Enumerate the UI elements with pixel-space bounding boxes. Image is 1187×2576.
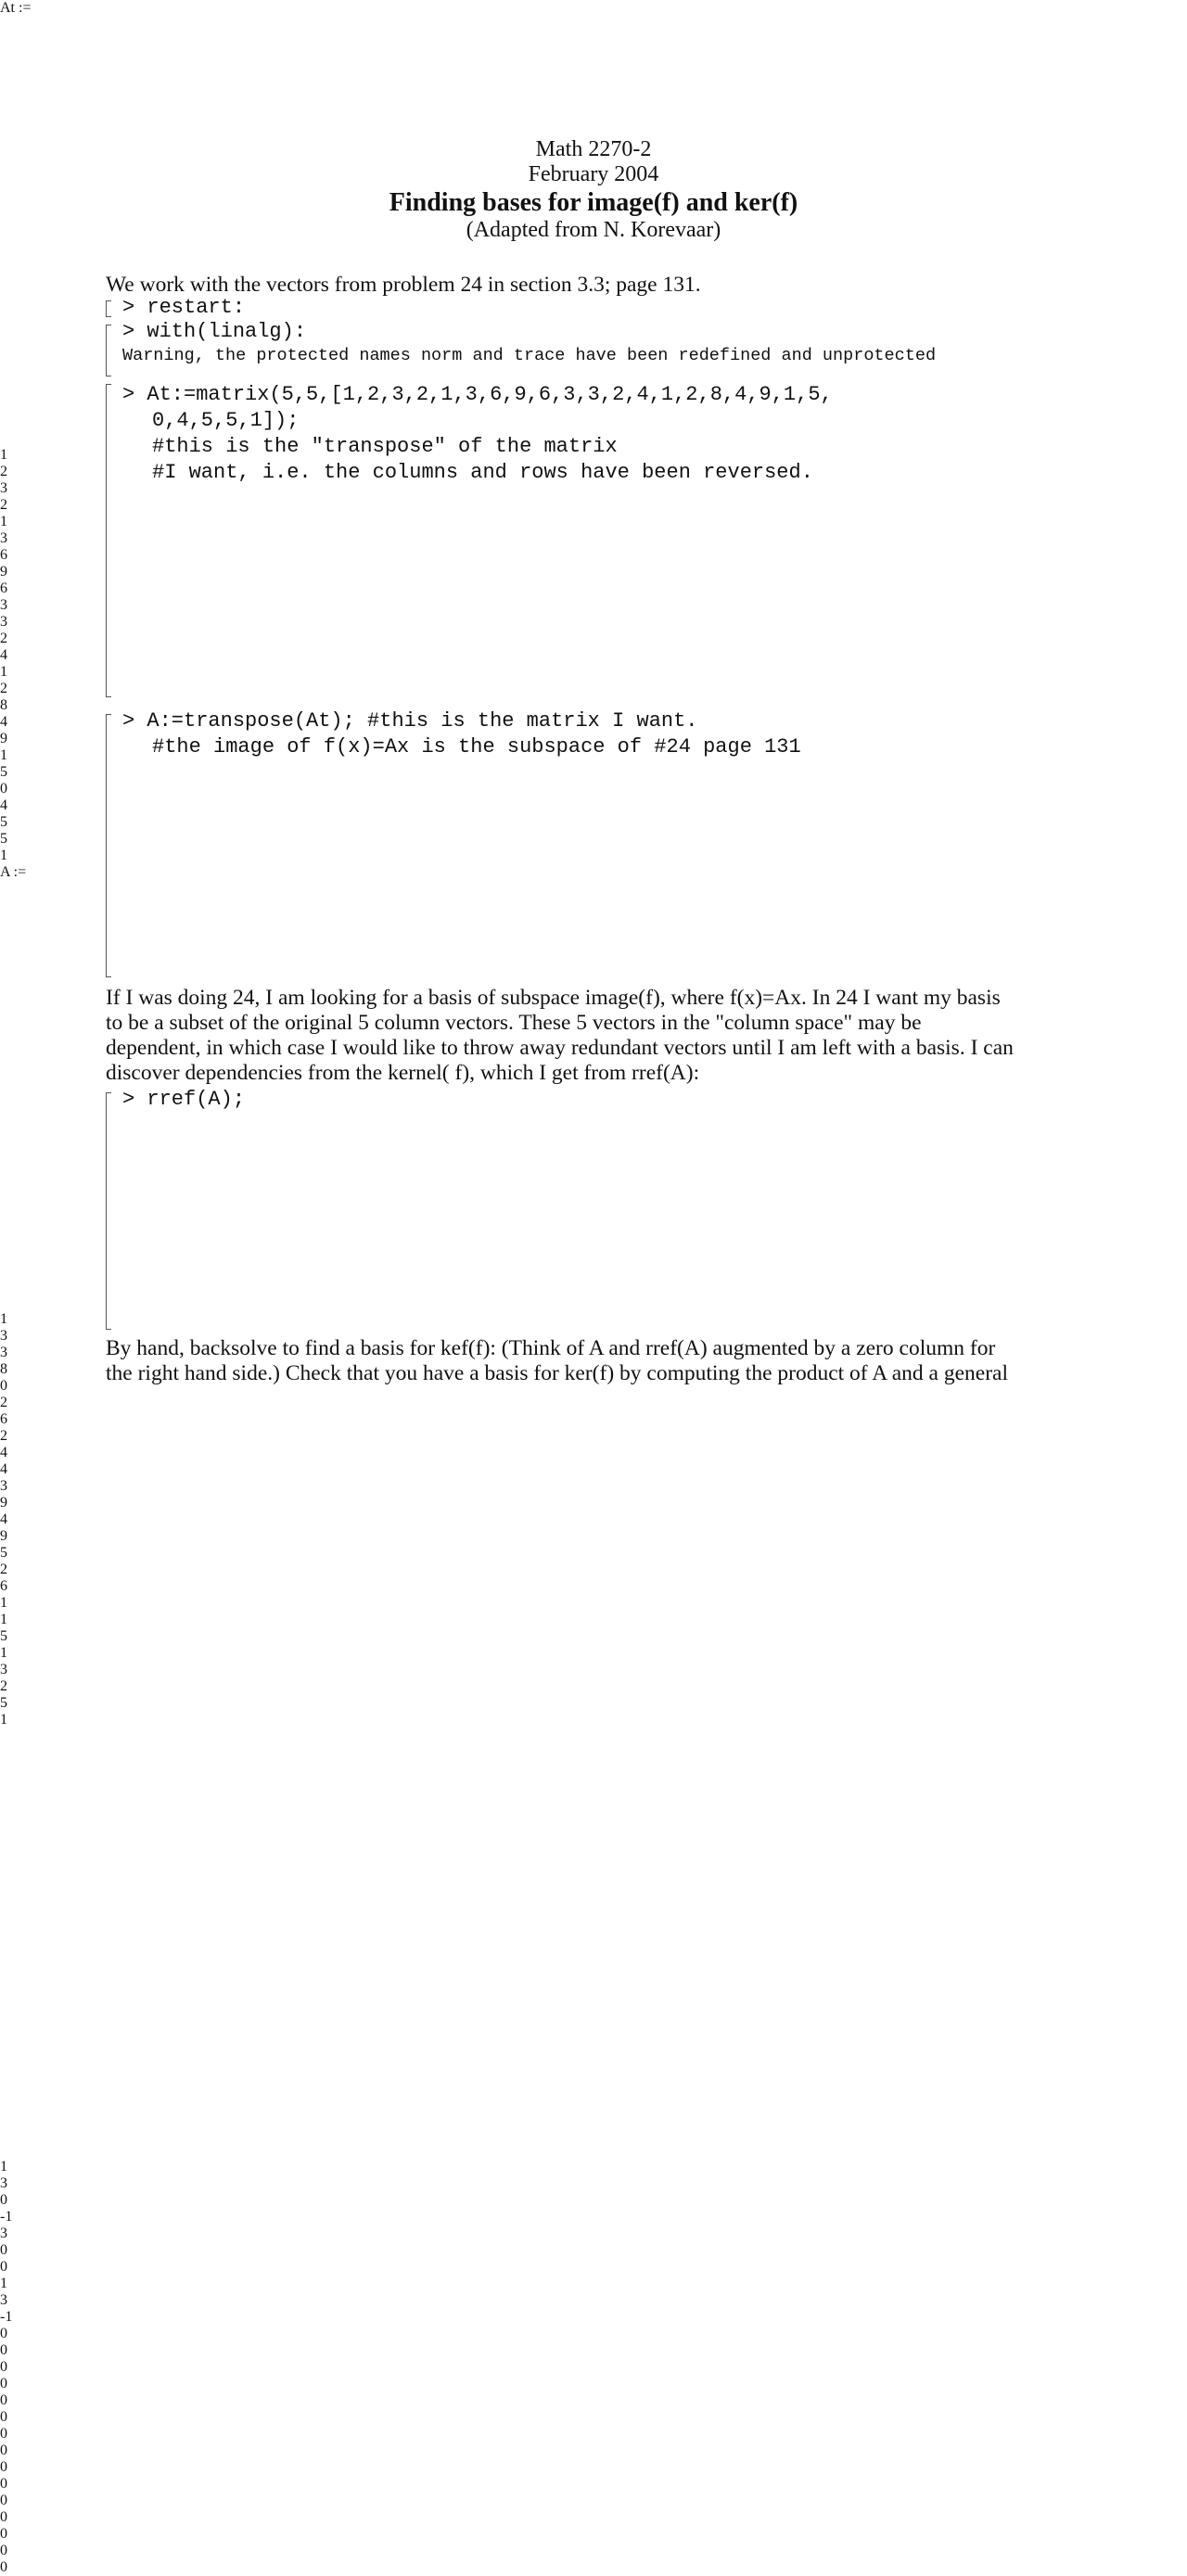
matrix-cell: 3 (0, 480, 7, 496)
matrix-right-bracket (0, 1944, 1187, 2159)
matrix-cell: 0 (0, 2192, 7, 2208)
execution-group-bracket[interactable] (106, 384, 111, 697)
matrix-cell: 4 (0, 1461, 7, 1477)
matrix-cell: 1 (0, 747, 7, 763)
matrix-cell: -1 (0, 2209, 13, 2225)
matrix-cell: 1 (0, 447, 7, 463)
execution-group-bracket[interactable] (106, 325, 111, 376)
paragraph-line: the right hand side.) Check that you have a basis for ker(f) by computing the product of A and a general (106, 1361, 1009, 1385)
matrix-cell: 4 (0, 714, 7, 730)
paragraph-line: dependent, in which case I would like to throw away redundant vectors until I am left with a basis. I can (106, 1036, 1014, 1060)
matrix-cell: 0 (0, 2493, 7, 2508)
input-rref[interactable]: > rref(A); (122, 1088, 246, 1111)
matrix-cell: 5 (0, 1545, 7, 1561)
matrix-cell: 1 (0, 848, 7, 863)
matrix-cell: 0 (0, 2526, 7, 2542)
explanation-paragraph (106, 986, 1089, 1086)
matrix-cell: 0 (0, 2242, 7, 2258)
matrix-cell: 5 (0, 764, 7, 780)
document-title: Finding bases for image(f) and ker(f) (389, 188, 798, 217)
matrix-cell: 0 (0, 2543, 7, 2558)
intro-line: We work with the vectors from problem 24 in section 3.3; page 131. (106, 273, 701, 297)
matrix-cell: 1 (0, 1311, 7, 1327)
matrix-right-bracket (0, 1096, 1187, 1311)
matrix-cell: 3 (0, 1662, 7, 1677)
matrix-cell: 2 (0, 464, 7, 479)
matrix-cell: 5 (0, 814, 7, 830)
matrix-cell: 8 (0, 697, 7, 713)
paragraph-line: discover dependencies from the kernel( f), which I get from rref(A): (106, 1061, 700, 1085)
matrix-cell: 3 (0, 530, 7, 546)
matrix-cell: 1 (0, 2276, 7, 2291)
execution-group-bracket[interactable] (106, 714, 111, 977)
warning-output: Warning, the protected names norm and trace have been redefined and unprotected (122, 346, 937, 365)
matrix-cell: 1 (0, 664, 7, 680)
matrix-cell: 0 (0, 2442, 7, 2458)
matrix-cell: 1 (0, 2159, 7, 2174)
intro-text (106, 273, 1089, 298)
matrix-left-bracket (0, 1728, 1187, 1944)
matrix-cell: 0 (0, 2509, 7, 2525)
matrix-cell: 0 (0, 2426, 7, 2442)
matrix-cell: 1 (0, 514, 7, 529)
attribution: (Adapted from N. Korevaar) (466, 218, 721, 242)
matrix-cell: 0 (0, 2326, 7, 2341)
matrix-cell: 3 (0, 597, 7, 613)
matrix-cell: 5 (0, 1628, 7, 1644)
matrix-cell: 2 (0, 1395, 7, 1410)
paragraph-line: to be a subset of the original 5 column vectors. These 5 vectors in the "column space" may be (106, 1011, 922, 1035)
matrix-cell: 1 (0, 1645, 7, 1661)
matrix-cell: 1 (0, 1712, 7, 1728)
matrix-cell: 0 (0, 2392, 7, 2408)
matrix-cell: 3 (0, 2225, 7, 2241)
matrix-cell: 3 (0, 614, 7, 630)
matrix-cell: 6 (0, 547, 7, 563)
matrix-cell: 9 (0, 1495, 7, 1511)
matrix-cell: 5 (0, 1695, 7, 1711)
instructions-paragraph (106, 1336, 1089, 1386)
matrix-cell: 1 (0, 1595, 7, 1611)
matrix-cell: 0 (0, 781, 7, 797)
matrix-cell: 2 (0, 1562, 7, 1577)
matrix-cell: 8 (0, 1361, 7, 1377)
matrix-cell: 5 (0, 831, 7, 847)
matrix-cell: 0 (0, 2409, 7, 2425)
matrix-cell: 6 (0, 1578, 7, 1594)
input-At-line-1[interactable]: > At:=matrix(5,5,[1,2,3,2,1,3,6,9,6,3,3,2,4,1,2,8,4,9,1,5, (122, 383, 833, 406)
input-At-comment-1[interactable]: #this is the "transpose" of the matrix (152, 435, 618, 458)
matrix-cell: 3 (0, 2175, 7, 2191)
matrix-cell: 0 (0, 2359, 7, 2375)
input-restart[interactable]: > restart: (122, 296, 246, 319)
matrix-cell: 6 (0, 1411, 7, 1427)
matrix-cell: 3 (0, 1478, 7, 1494)
matrix-cell: 2 (0, 497, 7, 513)
input-At-comment-2[interactable]: #I want, i.e. the columns and rows have been reversed. (152, 461, 813, 484)
input-A-line-1[interactable]: > A:=transpose(At); #this is the matrix I want. (122, 709, 698, 733)
document-date: February 2004 (528, 162, 659, 186)
matrix-cell: 4 (0, 1445, 7, 1460)
document-header (0, 137, 1187, 243)
matrix-cell: 9 (0, 564, 7, 580)
input-A-comment[interactable]: #the image of f(x)=Ax is the subspace of #24 page 131 (152, 735, 801, 759)
paragraph-line: If I was doing 24, I am looking for a basis of subspace image(f), where f(x)=Ax. In 24 I want my basis (106, 986, 1001, 1010)
matrix-cell: 0 (0, 2259, 7, 2275)
matrix-cell: 4 (0, 647, 7, 663)
course-number: Math 2270-2 (535, 137, 652, 161)
matrix-cell: 2 (0, 1678, 7, 1694)
input-with-linalg[interactable]: > with(linalg): (122, 320, 307, 343)
matrix-cell: 9 (0, 1528, 7, 1544)
matrix-cell: 0 (0, 2476, 7, 2492)
matrix-cell: 2 (0, 681, 7, 696)
matrix-cell: 2 (0, 631, 7, 646)
paragraph-line: By hand, backsolve to find a basis for kef(f): (Think of A and rref(A) augmented by a zero column for (106, 1336, 996, 1360)
matrix-cell: 0 (0, 2559, 7, 2575)
matrix-cell: 6 (0, 580, 7, 596)
matrix-cell: 0 (0, 2459, 7, 2475)
input-At-line-2[interactable]: 0,4,5,5,1]); (152, 409, 300, 432)
execution-group-bracket[interactable] (106, 1092, 111, 1330)
execution-group-bracket[interactable] (106, 300, 111, 317)
matrix-cell: 0 (0, 2376, 7, 2391)
matrix-label: A := (0, 864, 27, 880)
matrix-cell: 3 (0, 1345, 7, 1360)
matrix-cell: 9 (0, 731, 7, 746)
matrix-cell: 2 (0, 1428, 7, 1444)
matrix-cell: 0 (0, 2342, 7, 2358)
matrix-cell: -1 (0, 2309, 13, 2325)
matrix-cell: 3 (0, 1328, 7, 1344)
matrix-label: At := (0, 0, 32, 16)
matrix-cell: 4 (0, 1511, 7, 1527)
matrix-cell: 3 (0, 2292, 7, 2308)
matrix-cell: 0 (0, 1378, 7, 1394)
matrix-cell: 4 (0, 797, 7, 813)
matrix-cell: 1 (0, 1612, 7, 1627)
